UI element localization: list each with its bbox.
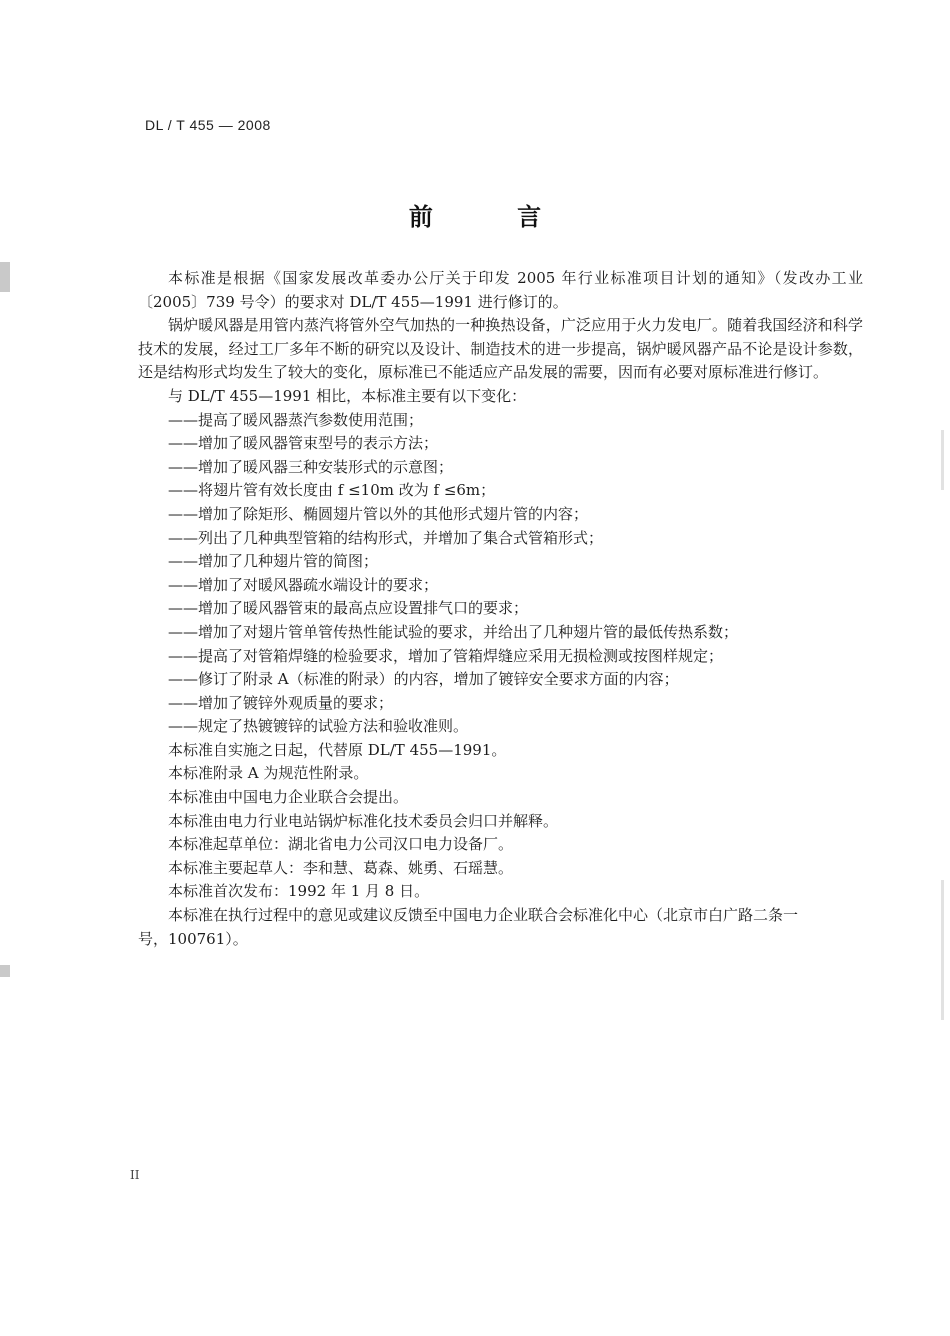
feedback-line: 本标准在执行过程中的意见或建议反馈至中国电力企业联合会标准化中心（北京市白广路二条一: [168, 906, 799, 925]
paragraph-changes-intro: 与 DL/T 455—1991 相比，本标准主要有以下变化：: [168, 386, 527, 405]
change-item: ——列出了几种典型管箱的结构形式，并增加了集合式管箱形式；: [168, 528, 604, 547]
closing-line: 本标准附录 A 为规范性附录。: [168, 764, 369, 783]
change-item: ——增加了暖风器管束的最高点应设置排气口的要求；: [168, 599, 529, 618]
scan-edge-mark: [0, 965, 10, 977]
change-item: ——提高了暖风器蒸汽参数使用范围；: [168, 410, 424, 429]
change-item: ——规定了热镀镀锌的试验方法和验收准则。: [168, 717, 469, 736]
scan-edge-mark: [0, 262, 10, 292]
body-text: [138, 267, 863, 951]
page-number: II: [130, 1168, 140, 1182]
change-item: ——修订了附录 A（标准的附录）的内容，增加了镀锌安全要求方面的内容；: [168, 670, 679, 689]
feedback-line-continued: 号，100761）。: [138, 929, 248, 948]
change-item: ——增加了除矩形、椭圆翅片管以外的其他形式翅片管的内容；: [168, 504, 589, 523]
change-item: ——增加了暖风器管束型号的表示方法；: [168, 434, 439, 453]
scan-speck: [941, 430, 944, 490]
change-item: ——提高了对管箱焊缝的检验要求，增加了管箱焊缝应采用无损检测或按图样规定；: [168, 646, 724, 665]
paragraph-basis: 本标准是根据《国家发展改革委办公厅关于印发 2005 年行业标准项目计划的通知》（发改办工业〔2005〕739 号令）的要求对 DL/T 455—1991 进行修订的。: [138, 269, 863, 311]
scan-speck: [941, 880, 944, 1020]
change-item: ——增加了几种翅片管的简图；: [168, 552, 379, 571]
change-item: ——增加了对翅片管单管传热性能试验的要求，并给出了几种翅片管的最低传热系数；: [168, 622, 739, 641]
change-item: ——增加了镀锌外观质量的要求；: [168, 693, 394, 712]
closing-line: 本标准主要起草人：李和慧、葛森、姚勇、石瑶慧。: [168, 858, 514, 877]
closing-line: 本标准自实施之日起，代替原 DL/T 455—1991。: [168, 740, 507, 759]
closing-line: 本标准由中国电力企业联合会提出。: [168, 788, 409, 807]
closing-line: 本标准由电力行业电站锅炉标准化技术委员会归口并解释。: [168, 811, 559, 830]
page-title: 前 言: [408, 202, 580, 231]
closing-line: 本标准首次发布：1992 年 1 月 8 日。: [168, 882, 430, 901]
paragraph-background: 锅炉暖风器是用管内蒸汽将管外空气加热的一种换热设备，广泛应用于火力发电厂。随着我国经济和科学技术的发展，经过工厂多年不断的研究以及设计、制造技术的进一步提高，锅炉暖风器产品不论是设计参数，还是结构形式均发生了较大的变化，原标准已不能适应产品发展的需要，因而有必要对原标准进行修订。: [138, 316, 863, 382]
closing-line: 本标准起草单位：湖北省电力公司汉口电力设备厂。: [168, 835, 514, 854]
standard-id: DL / T 455 — 2008: [145, 117, 271, 133]
change-item: ——将翅片管有效长度由 f ≤10m 改为 f ≤6m；: [168, 481, 496, 500]
change-item: ——增加了暖风器三种安装形式的示意图；: [168, 457, 454, 476]
change-item: ——增加了对暖风器疏水端设计的要求；: [168, 575, 439, 594]
